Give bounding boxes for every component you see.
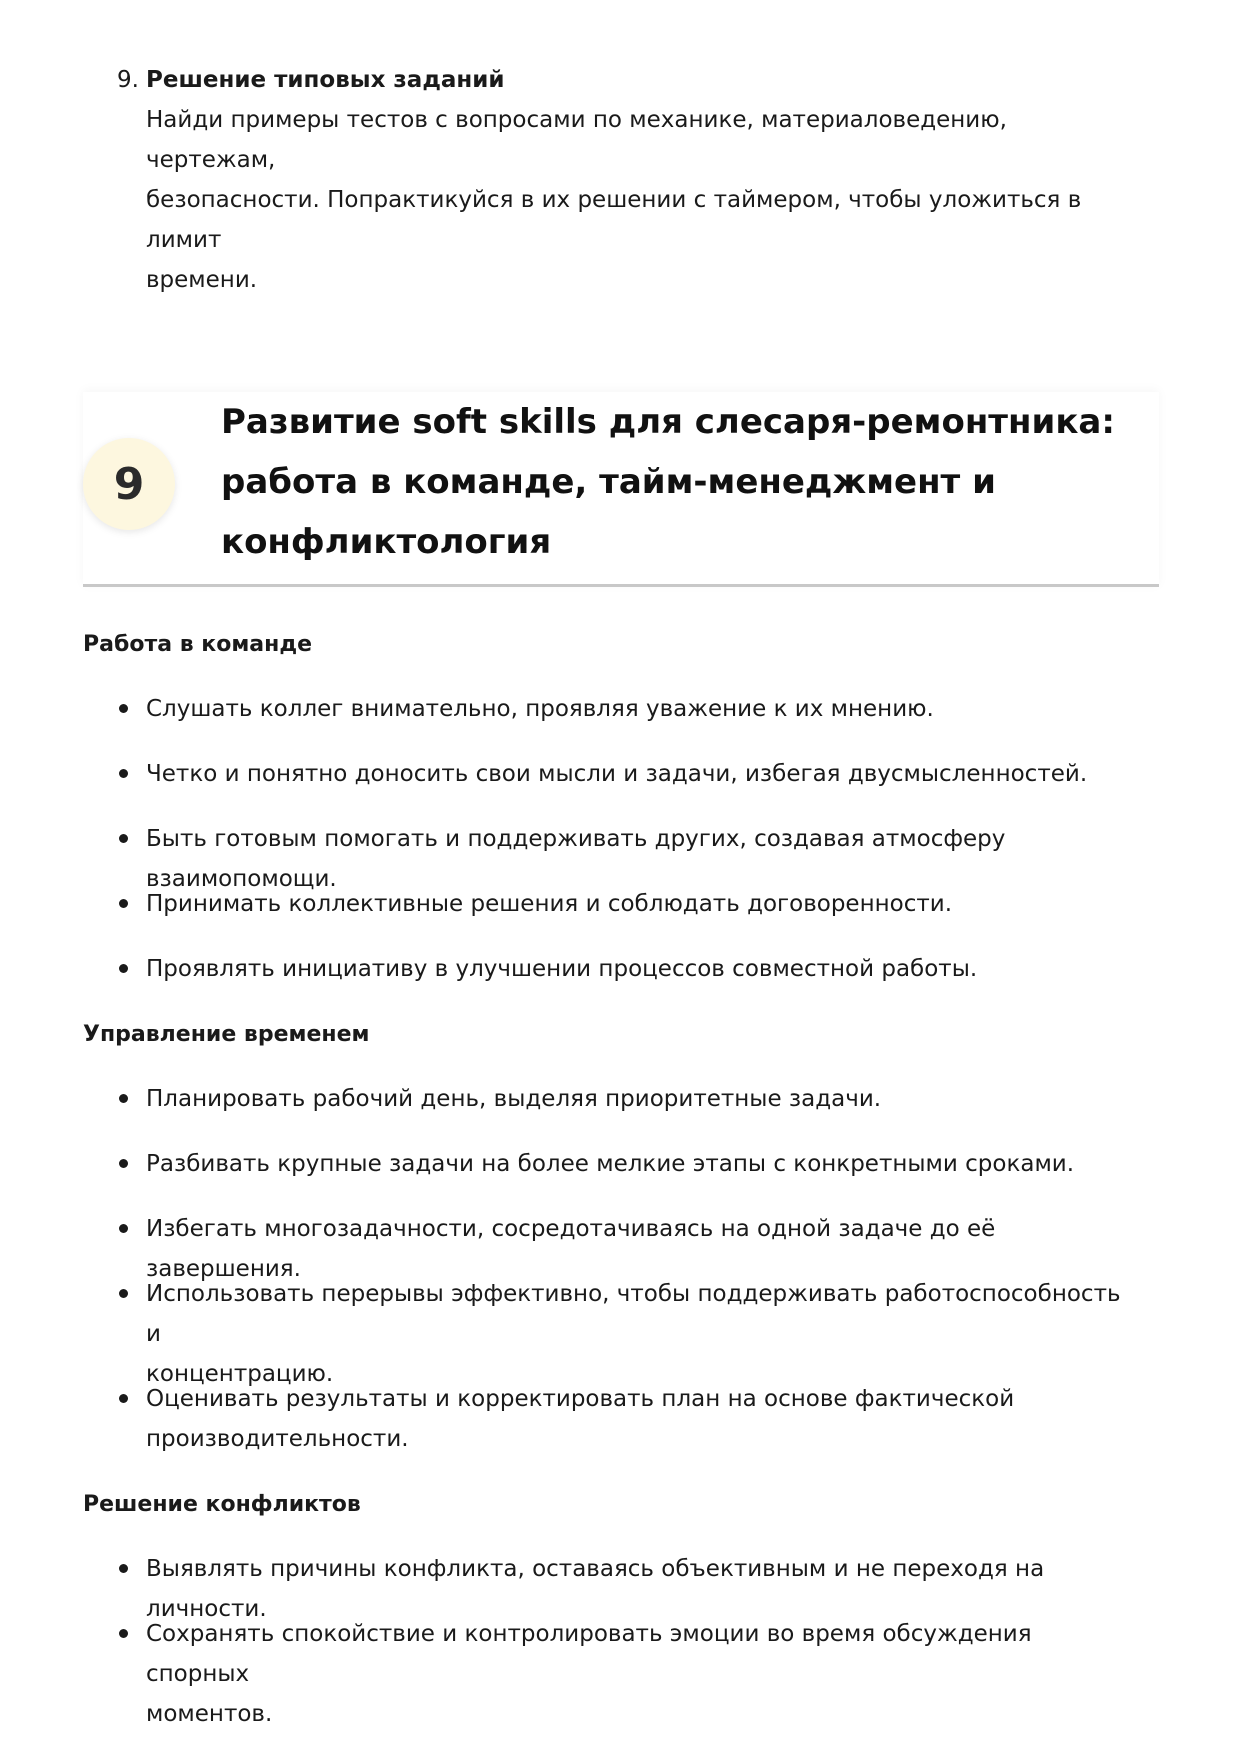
bullet-icon — [119, 1289, 128, 1298]
bullet-icon — [119, 1094, 128, 1103]
bullet-icon — [119, 1564, 128, 1573]
list-item-text: концентрацию. — [146, 1361, 334, 1387]
list-item-text: Быть готовым помогать и поддерживать других, создавая атмосферу взаимопомощи. — [146, 826, 1006, 892]
bullet-icon — [119, 1629, 128, 1638]
list-item-text: Сохранять спокойствие и контролировать эмоции во время обсуждения спорных — [146, 1621, 1032, 1687]
list-number: 9. — [117, 67, 139, 93]
bullet-icon — [119, 704, 128, 713]
list-item-text: Оценивать результаты и корректировать план на основе фактической — [146, 1386, 1015, 1412]
section-title — [221, 392, 1141, 572]
section-header — [83, 392, 1159, 587]
list-item-text-line: времени. — [146, 267, 258, 293]
section-number-badge: 9 — [83, 438, 175, 530]
bullet-icon — [119, 1224, 128, 1233]
list-item-text: Использовать перерывы эффективно, чтобы поддерживать работоспособность и — [146, 1281, 1121, 1347]
list-item-body — [146, 60, 1126, 300]
list-item — [146, 884, 1136, 924]
list-item-text: Принимать коллективные решения и соблюдать договоренности. — [146, 891, 953, 917]
list-item-text: моментов. — [146, 1701, 273, 1727]
list-item-text: производительности. — [146, 1426, 409, 1452]
list-item — [146, 1614, 1136, 1734]
subsection-heading: Работа в команде — [83, 632, 313, 657]
list-item-text: Слушать коллег внимательно, проявляя уважение к их мнению. — [146, 696, 934, 722]
list-item-text-line: Найди примеры тестов с вопросами по механике, материаловедению, чертежам, — [146, 107, 1007, 173]
section-title-line: работа в команде, тайм-менеджмент и — [221, 462, 996, 502]
subsection-heading: Управление временем — [83, 1022, 370, 1047]
section-title-line: конфликтология — [221, 522, 552, 562]
list-item-text: Разбивать крупные задачи на более мелкие этапы с конкретными сроками. — [146, 1151, 1075, 1177]
list-item-text: Планировать рабочий день, выделяя приоритетные задачи. — [146, 1086, 882, 1112]
list-item-title: Решение типовых заданий — [146, 67, 505, 93]
bullet-icon — [119, 964, 128, 973]
bullet-icon — [119, 1159, 128, 1168]
list-item — [146, 1274, 1136, 1394]
list-item-text: Избегать многозадачности, сосредотачиваясь на одной задаче до её завершения. — [146, 1216, 996, 1282]
list-item-text: Четко и понятно доносить свои мысли и задачи, избегая двусмысленностей. — [146, 761, 1088, 787]
bullet-icon — [119, 1394, 128, 1403]
list-item-text: Проявлять инициативу в улучшении процессов совместной работы. — [146, 956, 978, 982]
list-item — [146, 689, 1136, 729]
section-title-line: Развитие soft skills для слесаря-ремонтника: — [221, 402, 1115, 442]
list-item — [146, 1144, 1136, 1184]
bullet-icon — [119, 834, 128, 843]
list-item — [146, 754, 1136, 794]
list-item — [146, 1079, 1136, 1119]
bullet-icon — [119, 769, 128, 778]
list-item — [146, 1379, 1136, 1459]
list-item-text: Выявлять причины конфликта, оставаясь объективным и не переходя на личности. — [146, 1556, 1045, 1622]
list-item — [146, 949, 1136, 989]
subsection-heading: Решение конфликтов — [83, 1492, 361, 1517]
bullet-icon — [119, 899, 128, 908]
list-item-text-line: безопасности. Попрактикуйся в их решении с таймером, чтобы уложиться в лимит — [146, 187, 1082, 253]
